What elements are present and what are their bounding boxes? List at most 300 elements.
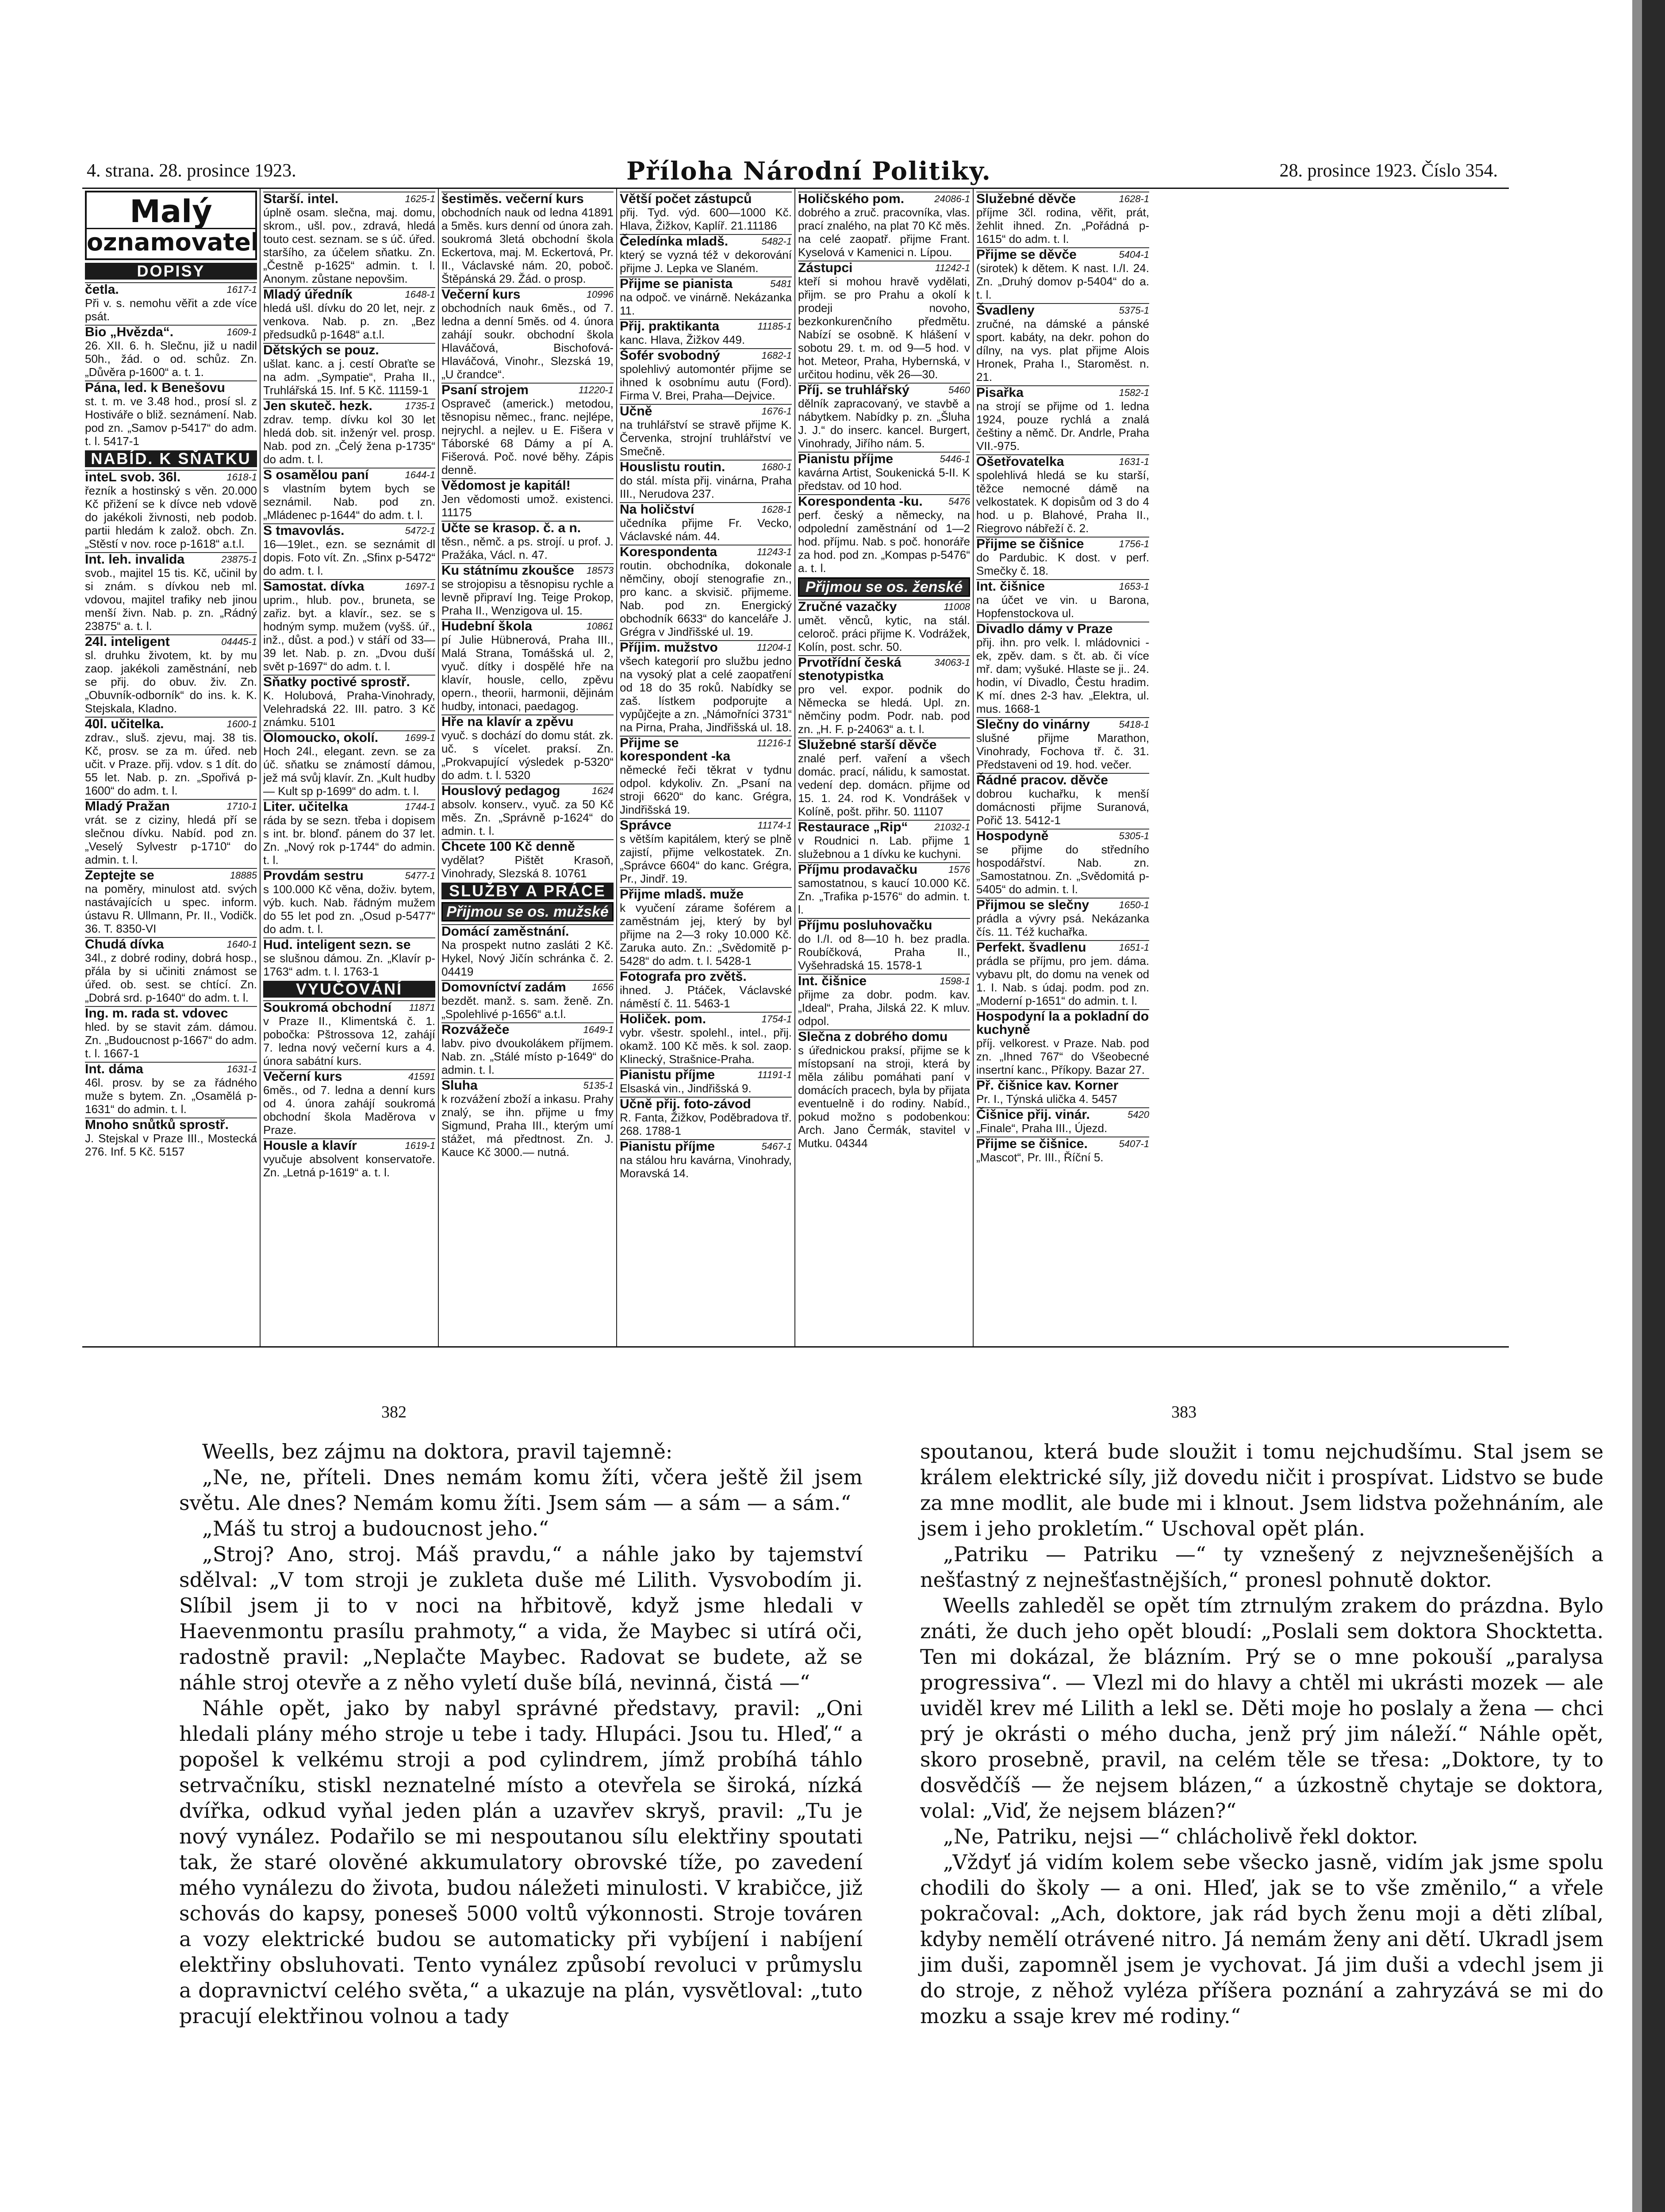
classified-ad (85, 552, 257, 633)
ad-text: příj. velkorest. v Praze. Nab. pod zn. „Ihned 767“ do Všeobecné insertní kanc., Příkopy. Bazar 27. (976, 1037, 1149, 1076)
ad-heading: 11216-1 Přijme se korespondent -ka (620, 736, 792, 764)
ad-text: (sirotek) k dětem. K nast. I./I. 24. Zn. „Druhý domov p-5404“ do a. t. l. (976, 261, 1149, 301)
ad-text: umět. věnců, kytic, na stál. celoroč. práci přijme K. Vodrážek, Kolín, post. schr. 50. (798, 614, 970, 653)
classified-ad (620, 1097, 792, 1137)
ad-code: 11185-1 (757, 321, 792, 332)
ad-heading: 1644-1 S osamělou paní (263, 468, 435, 482)
ad-code: 5135-1 (583, 1080, 614, 1091)
ad-heading: 18885 Zeptejte se (85, 868, 257, 883)
classified-ad (441, 619, 614, 713)
ad-text: uprim., hlub. pov., bruneta, se zařiz. byt. a klavír., sez. se s hodným symp. mužem (vyšš. úř., inž., důst. a pod.) v stáří od 33—39 let. Nab. p. zn. „Dvou duší svět p-1697“ do adm. t. l. (263, 593, 435, 673)
ad-text: s 100.000 Kč věna, doživ. bytem, výb. kuch. Nab. řádným mužem do 55 let pod zn. „Osud p-5477“ do adm. t. l. (263, 883, 435, 936)
ad-code: 1650-1 (1119, 899, 1149, 910)
ad-code: 11220-1 (578, 384, 614, 396)
ad-text: 46l. prosv. by se za řádného muže s bytem. Zn. „Osamělá p-1631“ do admin. t. l. (85, 1076, 257, 1116)
ad-heading: 11871 Soukromá obchodní (263, 1000, 435, 1015)
story-paragraph: „Vždyť já vidím kolem sebe všecko jasně, vidím jak jsme spolu chodili do školy — a oni. Hleď, jak se to vše změnilo,“ a vřele pokračoval: „Ach, doktore, jak rád bych ženu moji a děti zlíbal, kdyby nemělí otrávené nitro. Já nemám ženy ani dětí. Ukradl jsem jim duši, zapomněl jsem je vychovat. Já jim duši a vdechl jsem ji do stroje, z něhož vyléza příšera poznání a zahryzává se mi do mozku a ssaje krev mé rodiny.“ (920, 1850, 1604, 2028)
classified-ad (976, 454, 1149, 535)
page-number-right: 383 (1171, 1403, 1197, 1421)
classified-ad (620, 1012, 792, 1066)
ad-heading: 1631-1 Int. dáma (85, 1062, 257, 1076)
ads-list (798, 599, 970, 1150)
ad-code: 5460 (948, 384, 970, 396)
ad-code: 1598-1 (940, 975, 970, 987)
story-paragraph: Weells, bez zájmu na doktora, pravil tajemně: (202, 1440, 673, 1463)
classified-ad (85, 717, 257, 797)
classified-ad (85, 937, 257, 1004)
ad-text: všech kategorií pro službu jedno na vysoký plat a celé zaopatření od 18 do 35 roků. Nabídky se zaš. lístkem podporujte a vypůjčejte a zn. „Námořníci 3731“ na Pirna, Praha, Jindřišská ul. 18. (620, 654, 792, 734)
ad-heading: 1649-1 Rozvážeče (441, 1022, 614, 1037)
ad-heading: 11243-1 Korespondenta (620, 545, 792, 559)
ad-code: 24086-1 (934, 193, 970, 204)
ad-code: 41591 (408, 1071, 435, 1082)
ad-text: hledá ušl. dívku do 20 let, nejr. z venkova. Nab. p. zn. „Bez předsudků p-1648“ a.t.l. (263, 301, 435, 341)
classified-ad (798, 383, 970, 450)
ad-heading: Fotografa pro zvětš. (620, 969, 792, 983)
ad-heading: 1619-1 Housle a klavír (263, 1138, 435, 1153)
ad-heading: 1710-1 Mladý Pražan (85, 799, 257, 814)
story-paragraph: Weells zahleděl se opět tím ztrnulým zrakem do prázdna. Bylo znáti, že duch jeho opět bloudí: „Poslali sem doktora Shocktetta. Ten mi dokázal, že blázním. Prý se o mne pokouší „paralysa progressiva“. — Vlezl mi do hlavy a chtěl mi ukrásti mozek — ale uviděl krev mé Lilith a lekl se. Děti moje ho poslaly a žena — chci prý je okrásti o mého ducha, jenž prý jim náleží.“ Náhle opět, skoro prosebně, pravil, na celém těle se třesa: „Doktore, ty to dosvědčíš — že nejsem blázen,“ a úzkostně chytaje se doktora, volal: „Viď, že nejsem blázen?“ (920, 1594, 1604, 1823)
ad-code: 1628-1 (1119, 193, 1149, 204)
ad-code: 11871 (409, 1002, 435, 1013)
ad-heading: 1618-1 inteL svob. 36l. (85, 470, 257, 484)
classified-ad (976, 192, 1149, 246)
ad-heading: Hře na klavír a zpěvu (441, 714, 614, 729)
ad-heading: 11220-1 Psaní strojem (441, 383, 614, 397)
ad-heading: 1680-1 Houslistu routin. (620, 460, 792, 474)
ads-list (85, 282, 257, 448)
ad-code: 1625-1 (405, 193, 435, 204)
ad-code: 1619-1 (405, 1140, 435, 1151)
ad-code: 11204-1 (756, 642, 792, 653)
ads-list (798, 192, 970, 575)
classified-ad (441, 839, 614, 880)
classified-ad (976, 898, 1149, 938)
ad-text: routin. obchodníka, dokonale němčiny, obojí stenografie zn., pro kanc. a skvisič. přijmeme. Nab. pod zn. Energický obchodník 6633“ do kanceláře J. Grégra v Jindřišské ul. 19. (620, 559, 792, 638)
ad-code: 21032-1 (934, 822, 970, 833)
ad-text: kavárna Artist, Soukenická 5-II. K představ. od 10 hod. (798, 466, 970, 492)
classified-ad (441, 383, 614, 476)
classified-ad (976, 622, 1149, 715)
ad-text: s vlastním bytem bych se seznámil. Nab. pod zn. „Mládenec p-1644“ do adm. t. l. (263, 482, 435, 522)
classified-ad (263, 1138, 435, 1179)
classified-ad (263, 868, 435, 936)
ad-heading: Ing. m. rada st. vdovec (85, 1006, 257, 1020)
ad-code: 1649-1 (583, 1024, 614, 1035)
ad-heading: Chcete 100 Kč denně (441, 839, 614, 853)
ad-code: 5477-1 (405, 870, 435, 881)
ad-heading: 11008 Zručné vazačky (798, 599, 970, 614)
ad-text: přijme za dobr. podm. kav. „Ideal“, Praha, Jilská 22. K mluv. odpol. (798, 988, 970, 1028)
classified-ad (620, 545, 792, 638)
ad-code: 1682-1 (761, 350, 792, 361)
ad-heading: 1650-1 Přijmou se slečny (976, 898, 1149, 912)
classified-ad (441, 192, 614, 285)
ad-heading: 1676-1 Učně (620, 404, 792, 419)
classified-ad (85, 799, 257, 866)
ad-text: vydělat? Pištět Krasoň, Vinohrady, Slezská 8. 10761 (441, 853, 614, 880)
ad-text: znalé perf. vaření a všech domác. prací, nálidu, k samostat. vedení dep. domácn. přijme od 15. 1. 24. rod K. Vondrášek v Kolíně, pošt. přihr. 50. 11107 (798, 752, 970, 818)
ad-heading: 5467-1 Pianistu příjme (620, 1139, 792, 1154)
story-paragraph: „Patriku — Patriku —“ ty vznešený z nejvznešenějších a nešťastný z nejnešťastnějších,“ pronesl pohnutě doktor. (920, 1542, 1604, 1592)
classified-ad (976, 717, 1149, 771)
classified-ad (441, 521, 614, 561)
ad-text: v Praze II., Klimentská č. 1. pobočka: Pštrossova 12, zahájí 7. ledna nový večerní kurs a 4. února sabátní kurs. (263, 1014, 435, 1068)
classified-ad (263, 1000, 435, 1068)
page-edge-shadow (1632, 0, 1642, 2212)
ad-code: 11216-1 (756, 737, 792, 749)
ad-text: k rozvážení zboží a inkasu. Prahy znalý, se ihn. přijme u fmy Sigmund, Praha III., kterým umí stážet, má předtnost. Zn. J. Kauce Kč 3000.— nutná. (441, 1092, 614, 1159)
ad-heading: 5404-1 Přijme se děvče (976, 247, 1149, 262)
classified-ad (976, 1009, 1149, 1076)
ad-code: 1644-1 (405, 469, 435, 480)
ad-text: Na prospekt nutno zasláti 2 Kč. Hykel, Nový Jičín schránka č. 2. 04419 (441, 938, 614, 978)
ad-heading: 10861 Hudební škola (441, 619, 614, 634)
classified-ad (620, 404, 792, 458)
ad-heading: 1598-1 Int. čišnice (798, 974, 970, 988)
ad-code: 1710-1 (226, 801, 257, 812)
classified-ad (976, 940, 1149, 1007)
ad-code: 5472-1 (405, 525, 435, 536)
classified-ad (620, 640, 792, 734)
ad-text: slušné přijme Marathon, Vinohrady, Fochova tř. č. 31. Představeni od 19. hod. večer. (976, 731, 1149, 771)
ad-heading: 1582-1 Pisařka (976, 385, 1149, 400)
ad-heading: Sňatky poctivé sprostř. (263, 675, 435, 689)
ad-heading: 1656 Domovníctví zadám (441, 980, 614, 995)
classified-ad (620, 192, 792, 232)
ad-text: prádla se příjmu, pro jem. dáma. vybavu plt, do domu na venek od 1. I. Nab. s údaj. podm. pod zn. „Moderní p-1651“ do admin. t. l. (976, 954, 1149, 1007)
ad-heading: 1735-1 Jen skuteč. hezk. (263, 399, 435, 413)
ad-text: pí Julie Hübnerová, Praha III., Malá Strana, Tomášská ul. 2, vyuč. dítky i dospělé hře na klavír, housle, cello, zpěvu opern., theorii, harmonii, dějinám hudby, intonaci, paedagog. (441, 633, 614, 713)
ad-code: 1653-1 (1119, 581, 1149, 592)
classified-ad (798, 655, 970, 736)
ad-heading: Příjmu posluhovačku (798, 918, 970, 932)
classified-ad (441, 563, 614, 617)
classified-ad (620, 736, 792, 816)
classified-ad (85, 868, 257, 935)
ad-text: 6měs., od 7. ledna a denní kurs od 4. února zahájí soukromá obchodní škola Maděrova v Praze. (263, 1083, 435, 1137)
ad-heading: Dětských se pouz. (263, 343, 435, 357)
ad-heading: Př. čišnice kav. Korner (976, 1078, 1149, 1092)
ad-text: vrát. se z ciziny, hledá pří se slečnou dívku. Nabíd. pod zn. „Veselý Sylvestr p-1710“ do admin. t. l. (85, 813, 257, 866)
classified-ad (85, 634, 257, 715)
classified-ad (620, 969, 792, 1010)
ad-heading: Slečna z dobrého domu (798, 1029, 970, 1044)
ad-code: 1756-1 (1119, 538, 1149, 549)
story-paragraph: Náhle opět, jako by nabyl správné představy, pravil: „Oni hledali plány mého stroje u tebe i tady. Hlupáci. Jsou tu. Hleď,“ a popošel k velkému stroji a pod cylindrem, jímž probíhá táhlo setrvačníku, stiskl neznatelné místo a otevřela se široká, nízká dvířka, odkud vyňal jeden plán a uzavřev skryš, pravil: „Tu je nový vynález. Podařilo se mi nespoutanou sílu elektřiny spoutati tak, že staré olověné akkumulatory obrovské tíže, po zavedení mého vynálezu do života, budou náležeti minulosti. V krabičce, již schovás do kapsy, poneseš 5000 voltů výkonnosti. Stroje továren a vozy elektrické budou se automaticky při vybíjení i nabíjení elektřiny obsluhovati. Tento vynález způsobí revoluci v průmyslu a dopravnictví celého světa,“ a ukazuje na plán, vysvětloval: „tuto pracují elektřinou volnou a tady (179, 1696, 863, 2028)
ads-list (620, 192, 792, 1180)
ads-column-6 (974, 189, 1152, 1346)
ad-code: 1697-1 (405, 581, 435, 592)
ad-text: na strojí se přijme od 1. ledna 1924, pouze rychlá a znalá češtiny a němč. Dr. Andrle, Praha VII.-975. (976, 399, 1149, 453)
classified-ad (263, 937, 435, 978)
page-header (82, 156, 1502, 186)
classified-ad (263, 523, 435, 577)
classified-ad (620, 234, 792, 275)
ad-heading: 21032-1 Restaurace „Rip“ (798, 820, 970, 834)
ad-text: na poměry, minulost atd. svých nastávajících u spec. inform. ústavu R. Ullmann, Pr. II., Vodičk. 36. T. 8350-VI (85, 882, 257, 935)
ad-text: 26. XII. 6. h. Slečnu, již u nadil 50h., žád. o od. schůz. Zn. „Důvěra p-1600“ a. t. 1. (85, 339, 257, 379)
ads-column-3 (439, 189, 617, 1346)
ad-text: J. Stejskal v Praze III., Mostecká 276. Inf. 5 Kč. 5157 (85, 1132, 257, 1158)
ad-text: Hoch 24l., elegant. zevn. se za úč. sňatku se známostí dámou, jež má svůj klavír. Zn. „Kult hudby — Kult sp p-1699“ do adm. t. l. (263, 745, 435, 798)
ad-text: kteří si mohou hravě vydělati, přijm. se pro Prahu a okolí k prodeji novoho, bezkonkurenčního předmětu. Nabízí se osobně. K hlášení v sobotu 29. t. m. od 9—5 hod. v hot. Meteor, Praha, Hybernská, v určitou hodinu, věk 26—30. (798, 275, 970, 381)
ad-heading: 1624 Houslový pedagog (441, 783, 614, 798)
ad-text: vybr. všestr. spolehl., intel., přij. okamž. 100 Kč měs. k sol. zaop. Klinecký, Strašnice-Praha. (620, 1026, 792, 1066)
ad-text: přij. ihn. pro velk. l. mládovnici -ek, zpěv. dam. s čt. ab. či více mř. dam; vyšuké. Hlaste se ji.. 24. hodin, ví Divadlo, Čestu hradim. K mí. dnes 2-3 hav. „Elektra, ul. mus. 1668-1 (976, 636, 1149, 715)
ad-heading: 1628-1 Služebné děvče (976, 192, 1149, 206)
ad-heading: 5482-1 Čeledínka mladš. (620, 234, 792, 249)
ad-heading: 1628-1 Na holičství (620, 502, 792, 517)
ad-heading: Učně přij. foto-závod (620, 1097, 792, 1111)
classified-ad (263, 1069, 435, 1137)
title-line-1: Malý (130, 193, 212, 230)
ad-code: 1699-1 (405, 732, 435, 743)
ad-text: „Finale“, Praha III., Újezd. (976, 1121, 1108, 1135)
ad-text: příjme 3čl. rodina, věřit, prát, žehlit ihned. Zn. „Pořádná p-1615“ do adm. t. l. (976, 206, 1149, 246)
ad-heading: Větší počet zástupců (620, 192, 792, 206)
ad-heading: šestiměs. večerní kurs (441, 192, 614, 206)
ad-code: 1631-1 (226, 1064, 257, 1075)
ad-code: 1754-1 (761, 1014, 792, 1025)
ad-text: který se vyzná též v dekorování přijme J. Lepka ve Slaném. (620, 248, 792, 275)
ad-code: 1676-1 (761, 406, 792, 417)
ad-code: 1648-1 (405, 289, 435, 300)
classified-ad (263, 287, 435, 341)
ad-text: těsn., němč. a ps. strojí. u prof. J. Pražáka, Václ. n. 47. (441, 535, 614, 561)
ad-text: dělník zapracovaný, ve stavbě a nábytkem. Nabídky p. zn. „Šluha J. J.“ do inserc. kancel. Burgert, Vinohrady, Jiřího nám. 5. (798, 397, 970, 450)
ad-code: 1624 (592, 785, 614, 796)
ad-code: 1640-1 (226, 939, 257, 950)
ad-heading: Divadlo dámy v Praze (976, 622, 1149, 636)
ad-text: 34l., z dobré rodiny, dobrá hosp., přála by si učiniti známost se úřed. ob. sest. se chtící. Zn. „Dobrá srd. p-1640“ do adm. t. l. (85, 951, 257, 1004)
classified-ad (441, 1022, 614, 1076)
ads-column-2 (261, 189, 439, 1346)
classified-ad (620, 348, 792, 402)
classified-ad (263, 399, 435, 466)
classified-ad (263, 675, 435, 729)
ad-text: učedníka přijme Fr. Vecko, Václavské nám. 44. (620, 516, 792, 543)
classified-ad (798, 1029, 970, 1150)
page-number-left: 382 (381, 1403, 407, 1421)
ad-code: 5476 (948, 496, 970, 507)
ad-code: 10996 (586, 289, 614, 300)
ad-heading: Domácí zaměstnání. (441, 924, 614, 938)
classified-ad (263, 192, 435, 285)
classified-ad (441, 783, 614, 837)
ads-list (441, 924, 614, 1159)
ad-code: 1628-1 (761, 504, 792, 515)
ad-heading: 11191-1 Pianistu příjme (620, 1068, 792, 1082)
story-paragraph: „Ne, ne, příteli. Dnes nemám komu žíti, včera ještě žil jsem světu. Ale dnes? Nemám komu žíti. Jsem sám — a sám — a sám.“ (179, 1465, 863, 1515)
ad-heading: 5305-1 Hospodyně (976, 829, 1149, 843)
scan-border-right (1642, 0, 1665, 2212)
ad-code: 10861 (586, 621, 614, 632)
ad-code: 1600-1 (226, 718, 257, 730)
ad-heading: 1625-1 Starší. intel. (263, 192, 435, 206)
ad-heading: 5418-1 Slečny do vinárny (976, 717, 1149, 732)
ad-heading: 1640-1 Chudá dívka (85, 937, 257, 952)
ad-text: úplně osam. slečna, maj. domu, skrom., ušl. pov., zdravá, hledá touto cest. seznam. se s úč. úřed. staršího, za účelem sňatku. Zn. „Čestně p-1625“ admin. t. l. Anonym. zůstane nepovšim. (263, 206, 435, 285)
classified-ad (798, 737, 970, 818)
ad-heading: 5135-1 Sluha (441, 1078, 614, 1093)
ad-code: 1656 (592, 982, 614, 993)
classified-ad (85, 1006, 257, 1060)
ad-code: 1744-1 (405, 801, 435, 812)
ad-text: absolv. konserv., vyuč. za 50 Kč měs. Zn. „Správně p-1624“ do admin. t. l. (441, 798, 614, 837)
banner-prijmou-muzske: Přijmou se os. mužské (441, 902, 614, 922)
ad-code: 1617-1 (226, 284, 257, 295)
ad-code: 11008 (944, 601, 970, 612)
ad-heading: 1756-1 Přijme se čišnice (976, 537, 1149, 551)
classified-ad (620, 460, 792, 500)
ad-heading: Vědomost je kapitál! (441, 478, 614, 492)
ad-heading: 11204-1 Příjim. mužstvo (620, 640, 792, 655)
ad-code: 5446-1 (940, 453, 970, 465)
ad-heading: 11185-1 Přij. praktikanta (620, 319, 792, 334)
ad-text: Pr. I., Týnská ulička 4. 5457 (976, 1092, 1117, 1106)
ad-heading: 34063-1 Prvotřídní česká stenotypistka (798, 655, 970, 683)
story-paragraph: „Ne, Patriku, nejsi —“ chlácholivě řekl doktor. (943, 1824, 1419, 1848)
ad-heading: Mnoho snůtků sprostř. (85, 1118, 257, 1132)
ad-heading: 23875-1 Int. leh. invalida (85, 552, 257, 567)
ads-list (85, 470, 257, 1158)
ad-code: 5305-1 (1119, 830, 1149, 841)
ad-heading: 5477-1 Provdám sestru (263, 868, 435, 883)
classified-ad (798, 452, 970, 492)
classified-ads-section (82, 188, 1509, 1348)
classified-ad (798, 862, 970, 916)
ad-heading: Služebné starší děvče (798, 737, 970, 752)
ad-text: obchodních nauk od ledna 41891 a 5měs. kurs denní od února zah. soukromá 3letá obchodní škola Eckertova, maj. M. Eckertová, Pr. II., Václavské nám. 20, poboč. Štěpánská 29. Žád. o prosp. (441, 206, 614, 285)
ad-text: spolehlivý automontér přijme se ihned k osobnímu autu (Ford). Firma V. Brei, Praha—Dejvice. (620, 362, 792, 402)
ad-heading: 5420 Čišnice přij. vinár. (976, 1107, 1149, 1122)
classified-ad (85, 325, 257, 379)
ad-text: na účet ve vin. u Barona, Hopfenstockova ul. (976, 593, 1149, 620)
classified-ad (263, 468, 435, 522)
classified-ad (798, 599, 970, 653)
ad-heading: 41591 Večerní kurs (263, 1069, 435, 1084)
ad-heading: Řádné pracov. děvče (976, 773, 1149, 787)
classified-ad (976, 1107, 1149, 1135)
ads-list (263, 1000, 435, 1179)
classified-ad (263, 730, 435, 798)
ad-code: 1680-1 (761, 461, 792, 472)
classified-ad (441, 714, 614, 782)
ads-list (441, 192, 614, 880)
ad-text: do Pardubic. K dost. v perf. Smečky č. 18. (976, 551, 1149, 577)
ad-heading: 24086-1 Holičského pom. (798, 192, 970, 206)
header-right: 28. prosince 1923. Číslo 354. (1279, 161, 1498, 181)
ad-heading: Hospodyní la a pokladní do kuchyně (976, 1009, 1149, 1037)
classified-ad (620, 502, 792, 543)
ad-text: na stálou hru kavárna, Vinohrady, Moravská 14. (620, 1153, 792, 1180)
ad-heading: 1744-1 Liter. učitelka (263, 799, 435, 814)
classified-ad (263, 343, 435, 397)
classified-ad (798, 261, 970, 381)
ad-text: s úřednickou praksí, přijme se k místopsaní na stroji, která by měla zálibu pomáhati paní v domácích pracech, byla by přijata eventuelně i do rodiny. Nabíd., pokud možno s podobenkou: Arch. Jano Čermák, stavitel v Mutku. 04344 (798, 1044, 970, 1150)
ads-column-1 (82, 189, 261, 1346)
ad-code: 1576 (948, 864, 970, 875)
ad-heading: 04445-1 24l. inteligent (85, 634, 257, 649)
classified-ad (620, 887, 792, 968)
ad-heading: 1653-1 Int. čišnice (976, 579, 1149, 594)
ad-code: 1618-1 (226, 472, 257, 483)
story-paragraph: „Máš tu stroj a budoucnost jeho.“ (202, 1517, 549, 1540)
classified-ad (976, 1137, 1149, 1164)
header-left: 4. strana. 28. prosince 1923. (87, 161, 296, 181)
ad-text: do stál. místa přij. vinárna, Praha III., Nerudova 237. (620, 474, 792, 500)
ad-text: dobrého a zruč. pracovníka, vlas. prací znalého, na plat 70 Kč měs. na celé zaopatř. přijme Frant. Kyselová v Kamenici n. Lípou. (798, 206, 970, 259)
ad-text: Při v. s. nemohu věřit a zde více psát. (85, 296, 257, 323)
ad-heading: 1609-1 Bio „Hvězda“. (85, 325, 257, 339)
classified-ad (976, 773, 1149, 827)
ad-heading: 18573 Ku státnímu zkoušce (441, 563, 614, 578)
ad-code: 5404-1 (1119, 249, 1149, 260)
ad-text: vyuč. s dochází do domu stát. zk. uč. s vícelet. praksí. Zn. „Prokvapující výsledek p-5320“ do adm. t. l. 5320 (441, 729, 614, 782)
classified-ad (263, 799, 435, 867)
ad-heading: 5407-1 Přijme se čišnice. (976, 1137, 1149, 1151)
ad-text: přij. Tyd. výd. 600—1000 Kč. Hlava, Žižkov, Kaplíř. 21.11186 (620, 206, 792, 232)
ad-heading: 5481 Přijme se pianista (620, 276, 792, 291)
ad-code: 1631-1 (1119, 456, 1149, 467)
classified-ad (798, 974, 970, 1028)
ad-heading: 1576 Příjmu prodavačku (798, 862, 970, 877)
ad-code: 5420 (1128, 1109, 1149, 1120)
banner-snatky: NABÍD. K SŇATKU (85, 450, 257, 467)
classified-ad (85, 282, 257, 323)
ad-heading: 1699-1 Olomoucko, okolí. (263, 730, 435, 745)
ad-code: 18573 (586, 565, 614, 576)
ad-heading: Učte se krasop. č. a n. (441, 521, 614, 535)
ad-heading: Pána, led. k Benešovu (85, 380, 257, 395)
ad-code: 34063-1 (934, 657, 970, 668)
classified-ad (441, 478, 614, 519)
classified-ad (976, 247, 1149, 301)
ad-text: v Roudnici n. Lab. přijme 1 služebnou a 1 dívku ke kuchyni. (798, 834, 970, 860)
classified-ad (441, 980, 614, 1021)
classified-ad (620, 276, 792, 317)
ad-text: K. Holubová, Praha-Vinohrady, Velehradská 22. III. patro. 3 Kč známku. 5101 (263, 689, 435, 729)
ad-text: samostatnou, s kaucí 10.000 Kč. Zn. „Trafika p-1576“ do admin. t. l. (798, 876, 970, 916)
ads-list (976, 192, 1149, 1164)
story-paragraph: spoutanou, která bude sloužit i tomu nejchudšímu. Stal jsem se králem elektrické síly, již dovedu ničit i prospívat. Lidstvo se bude za mne modlit, ale bude mi i klnout. Jsem lidstva požehnáním, ale jsem i jeho prokletím.“ Uschoval opět plán. (920, 1440, 1604, 1540)
ad-code: 5467-1 (761, 1141, 792, 1152)
classified-ad (620, 1068, 792, 1095)
banner-sluzby: SLUŽBY A PRÁCE (441, 883, 614, 899)
ad-text: Jen vědomosti umož. existenci. 11175 (441, 492, 614, 519)
ad-text: na truhlářství se stravě přijme K. Červenka, strojní truhlářství ve Smečně. (620, 418, 792, 458)
classified-ad (976, 537, 1149, 577)
banner-dopisy: DOPISY (85, 263, 257, 280)
ad-heading: 1617-1 četla. (85, 282, 257, 297)
classified-ad (976, 385, 1149, 453)
ad-code: 1651-1 (1119, 942, 1149, 953)
classified-ad (620, 319, 792, 346)
ad-text: obchodních nauk 6měs., od 7. ledna a denní 5měs. od 4. února zahájí soukr. obchodní škola Hlaváčová, Bischofová-Hlaváčová, Vinohr., Slezská 19, „U črandce“. (441, 301, 614, 381)
ad-heading: 5446-1 Pianistu příjme (798, 452, 970, 466)
classified-ad (798, 494, 970, 575)
story-column-left (179, 1439, 863, 2029)
ad-text: sl. druhku životem, kt. by mu zaop. jakékoli zaměstnání, neb se přij. do obuv. živ. Zn. „Obuvník-odborník“ do ins. k. K. Stejskala, Kladno. (85, 649, 257, 715)
ad-text: se strojopisu a těsnopisu rychle a levně připraví Ing. Teige Prokop, Praha II., Wenzigova ul. 15. (441, 577, 614, 617)
ad-text: se přijme do středního hospodářství. Nab. zn. „Samostatnou. Zn. „Svědomitá p-5405“ do admin. t. l. (976, 843, 1149, 896)
ad-heading: 5375-1 Švadleny (976, 303, 1149, 318)
ad-text: vyučuje absolvent konservatoře. Zn. „Letná p-1619“ a. t. l. (263, 1152, 435, 1179)
ad-code: 18885 (230, 870, 257, 881)
ad-text: se slušnou dámou. Zn. „Klavír p-1763“ adm. t. l. 1763-1 (263, 952, 435, 978)
ad-code: 23875-1 (221, 554, 257, 565)
